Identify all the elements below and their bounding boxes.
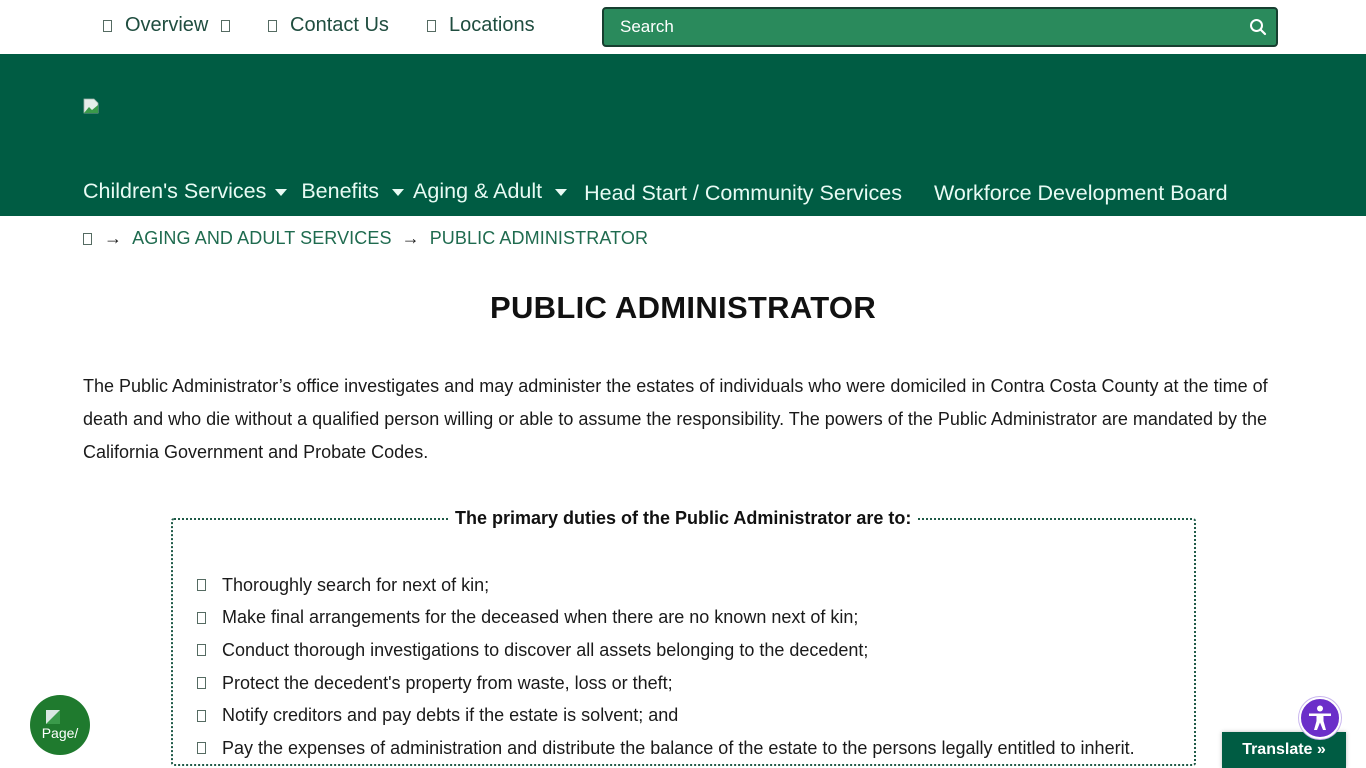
site-header (0, 54, 1366, 216)
duty-text: Protect the decedent's property from waste, loss or theft; (222, 672, 673, 693)
locations-link[interactable] (427, 14, 535, 37)
nav-benefits[interactable] (301, 179, 404, 204)
nav-head-start[interactable] (584, 181, 902, 206)
breadcrumb-public-administrator[interactable]: PUBLIC ADMINISTRATOR (429, 228, 649, 248)
phone-icon (268, 20, 277, 32)
broken-image-icon (46, 710, 60, 724)
nav-childrens-services-label: Children's Services (83, 178, 267, 203)
nav-aging-adult[interactable] (413, 179, 567, 204)
check-icon (197, 742, 206, 754)
accessibility-icon (1305, 703, 1335, 733)
map-marker-icon (427, 20, 436, 32)
check-icon (197, 710, 206, 722)
intro-paragraph: The Public Administrator’s office investigates and may administer the estates of individuals who were domiciled in Contra Costa County at the time of death and who die without a qualified person willing or able to assume the responsibility. The powers of the Public Administrator are mandated by the California Government and Probate Codes. (83, 376, 1268, 462)
duty-text: Notify creditors and pay debts if the estate is solvent; and (222, 705, 679, 726)
nav-workforce-development-label: Workforce Development Board (933, 180, 1228, 205)
breadcrumb (83, 228, 648, 249)
check-icon (197, 612, 206, 624)
accessibility-button[interactable] (1299, 697, 1341, 739)
nav-aging-adult-label: Aging & Adult (413, 178, 543, 203)
translate-button[interactable]: Translate » (1222, 732, 1346, 768)
page-title: PUBLIC ADMINISTRATOR (489, 290, 877, 325)
chevron-down-icon (221, 20, 230, 32)
pagea-label: Page/ (41, 724, 79, 741)
check-icon (197, 644, 206, 656)
utility-bar (0, 0, 1366, 54)
nav-benefits-label: Benefits (301, 178, 380, 203)
search-bar (602, 7, 1278, 47)
duties-legend: The primary duties of the Public Administrator are to: (455, 508, 912, 528)
caret-down-icon[interactable] (555, 189, 567, 196)
home-icon[interactable] (83, 233, 92, 245)
locations-label: Locations (449, 14, 535, 36)
duty-text: Make final arrangements for the deceased when there are no known next of kin; (222, 607, 859, 628)
main-navigation (83, 174, 1228, 208)
list-item (197, 699, 1135, 732)
caret-down-icon[interactable] (392, 189, 404, 196)
nav-head-start-label: Head Start / Community Services (584, 180, 902, 205)
check-icon (197, 677, 206, 689)
logo-image[interactable] (83, 98, 99, 114)
list-item (197, 602, 1135, 635)
overview-label: Overview (125, 14, 209, 36)
duty-text: Pay the expenses of administration and distribute the balance of the estate to the persons legally entitled to inherit. (222, 737, 1135, 758)
duty-text: Conduct thorough investigations to discover all assets belonging to the decedent; (222, 639, 869, 660)
search-input[interactable] (604, 9, 1240, 45)
caret-down-icon[interactable] (275, 189, 287, 196)
pagea-widget-button[interactable] (30, 695, 90, 755)
contact-us-label: Contact Us (290, 14, 389, 36)
list-item (197, 732, 1135, 765)
breadcrumb-aging-adult-services[interactable]: AGING AND ADULT SERVICES (132, 228, 392, 248)
overview-icon (103, 20, 112, 32)
list-item (197, 634, 1135, 667)
breadcrumb-separator: → (104, 228, 123, 248)
breadcrumb-separator: → (401, 228, 420, 248)
duties-box (171, 508, 1196, 766)
contact-us-link[interactable] (268, 14, 389, 37)
search-icon[interactable] (1240, 9, 1276, 45)
overview-link[interactable] (103, 14, 230, 37)
duty-text: Thoroughly search for next of kin; (222, 574, 490, 595)
nav-workforce-development[interactable] (934, 181, 1228, 206)
nav-childrens-services[interactable] (83, 179, 287, 204)
list-item (197, 667, 1135, 700)
check-icon (197, 579, 206, 591)
list-item (197, 569, 1135, 602)
duties-list (197, 569, 1135, 765)
